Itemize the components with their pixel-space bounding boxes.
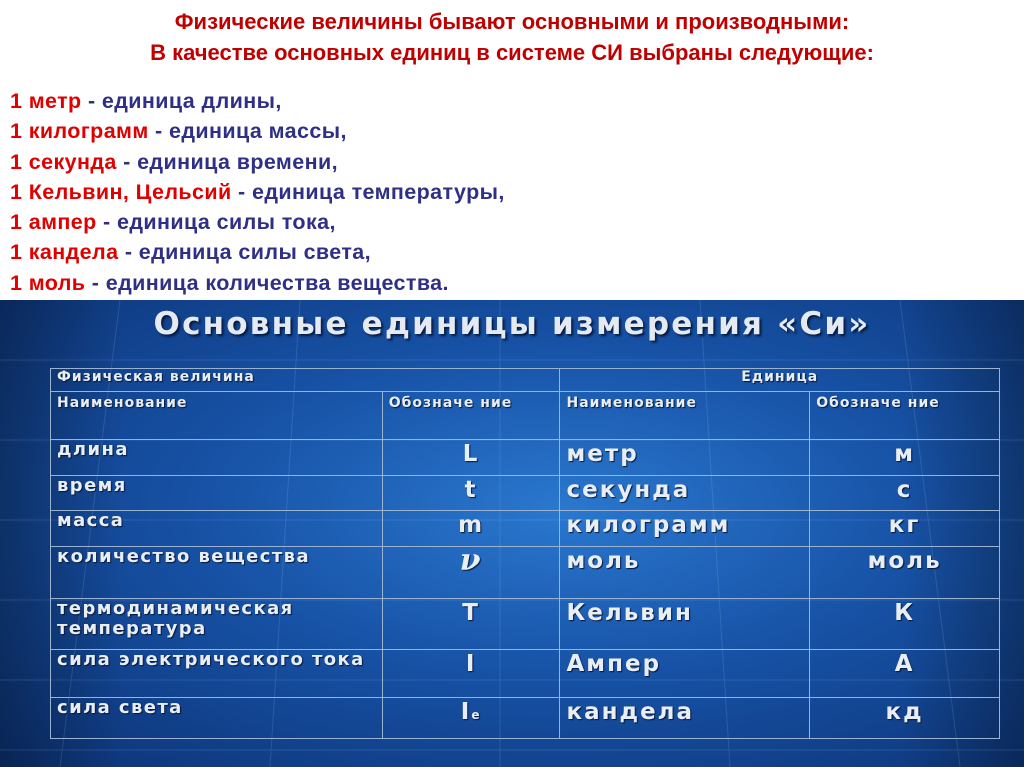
unit-symbol: К bbox=[810, 598, 1000, 649]
table-row bbox=[51, 475, 1000, 511]
unit-term: 1 метр bbox=[10, 89, 82, 113]
unit-term: 1 Кельвин, Цельсий bbox=[10, 179, 232, 204]
quantity-name: термодинамическая температура bbox=[51, 598, 383, 649]
quantity-name: длина bbox=[51, 439, 383, 475]
quantity-name: количество вещества bbox=[51, 547, 383, 598]
symbol-main: I bbox=[460, 698, 472, 725]
table-row bbox=[51, 649, 1000, 697]
symbol-subscript: e bbox=[471, 707, 482, 722]
unit-name: килограмм bbox=[560, 511, 810, 547]
table-column-header-row bbox=[51, 391, 1000, 439]
quantity-symbol: t bbox=[382, 475, 560, 511]
table-row bbox=[51, 547, 1000, 598]
unit-symbol: кд bbox=[810, 697, 1000, 738]
group-header-quantity: Физическая величина bbox=[51, 369, 560, 392]
unit-description: - единица времени, bbox=[116, 149, 338, 174]
unit-name: метр bbox=[560, 439, 810, 475]
quantity-symbol: L bbox=[382, 439, 560, 475]
column-header-quantity-name: Наименование bbox=[51, 391, 383, 439]
unit-name: моль bbox=[560, 547, 810, 598]
list-item bbox=[10, 268, 505, 298]
quantity-symbol bbox=[382, 697, 560, 738]
quantity-symbol: ν bbox=[382, 547, 560, 598]
quantity-name: масса bbox=[51, 511, 383, 547]
table-row bbox=[51, 511, 1000, 547]
quantity-name: сила электрического тока bbox=[51, 649, 383, 697]
unit-term: 1 секунда bbox=[10, 149, 117, 174]
si-units-panel bbox=[0, 300, 1024, 767]
slide-heading bbox=[0, 6, 1024, 68]
table-row bbox=[51, 439, 1000, 475]
unit-description: - единица температуры, bbox=[231, 179, 505, 204]
unit-symbol: А bbox=[810, 649, 1000, 697]
si-units-table bbox=[50, 368, 1000, 739]
group-header-unit: Единица bbox=[560, 369, 1000, 392]
list-item bbox=[10, 177, 505, 207]
quantity-symbol: I bbox=[382, 649, 560, 697]
unit-name: Кельвин bbox=[560, 598, 810, 649]
unit-name: Ампер bbox=[560, 649, 810, 697]
list-item bbox=[10, 116, 505, 146]
heading-line-1: Физические величины бывают основными и производными: bbox=[174, 9, 850, 34]
table-row bbox=[51, 697, 1000, 738]
panel-title: Основные единицы измерения «Си» bbox=[153, 306, 871, 342]
unit-name: секунда bbox=[560, 475, 810, 511]
unit-description: - единица силы тока, bbox=[96, 210, 336, 235]
column-header-unit-name: Наименование bbox=[560, 391, 810, 439]
quantity-symbol: m bbox=[382, 511, 560, 547]
list-item bbox=[10, 147, 505, 177]
unit-description: - единица силы света, bbox=[118, 240, 372, 265]
unit-term: 1 моль bbox=[10, 270, 86, 295]
unit-symbol: кг bbox=[810, 511, 1000, 547]
table-row bbox=[51, 598, 1000, 649]
unit-term: 1 ампер bbox=[10, 210, 97, 235]
unit-term: 1 кандела bbox=[10, 240, 119, 265]
quantity-name: время bbox=[51, 475, 383, 511]
list-item bbox=[10, 237, 505, 267]
unit-description: - единица длины, bbox=[81, 89, 282, 113]
unit-description: - единица количества вещества. bbox=[85, 270, 449, 295]
unit-symbol: моль bbox=[810, 547, 1000, 598]
column-header-unit-symbol: Обозначе ние bbox=[810, 391, 1000, 439]
unit-term: 1 килограмм bbox=[10, 119, 149, 144]
list-item bbox=[10, 86, 505, 116]
list-item bbox=[10, 207, 505, 237]
unit-name: кандела bbox=[560, 697, 810, 738]
quantity-symbol: T bbox=[382, 598, 560, 649]
unit-symbol: м bbox=[810, 439, 1000, 475]
quantity-name: сила света bbox=[51, 697, 383, 738]
table-group-header-row bbox=[51, 369, 1000, 392]
unit-symbol: с bbox=[810, 475, 1000, 511]
si-units-list bbox=[10, 86, 505, 298]
column-header-quantity-symbol: Обозначе ние bbox=[382, 391, 560, 439]
unit-description: - единица массы, bbox=[148, 119, 347, 144]
heading-line-2: В качестве основных единиц в системе СИ выбраны следующие: bbox=[150, 40, 874, 65]
